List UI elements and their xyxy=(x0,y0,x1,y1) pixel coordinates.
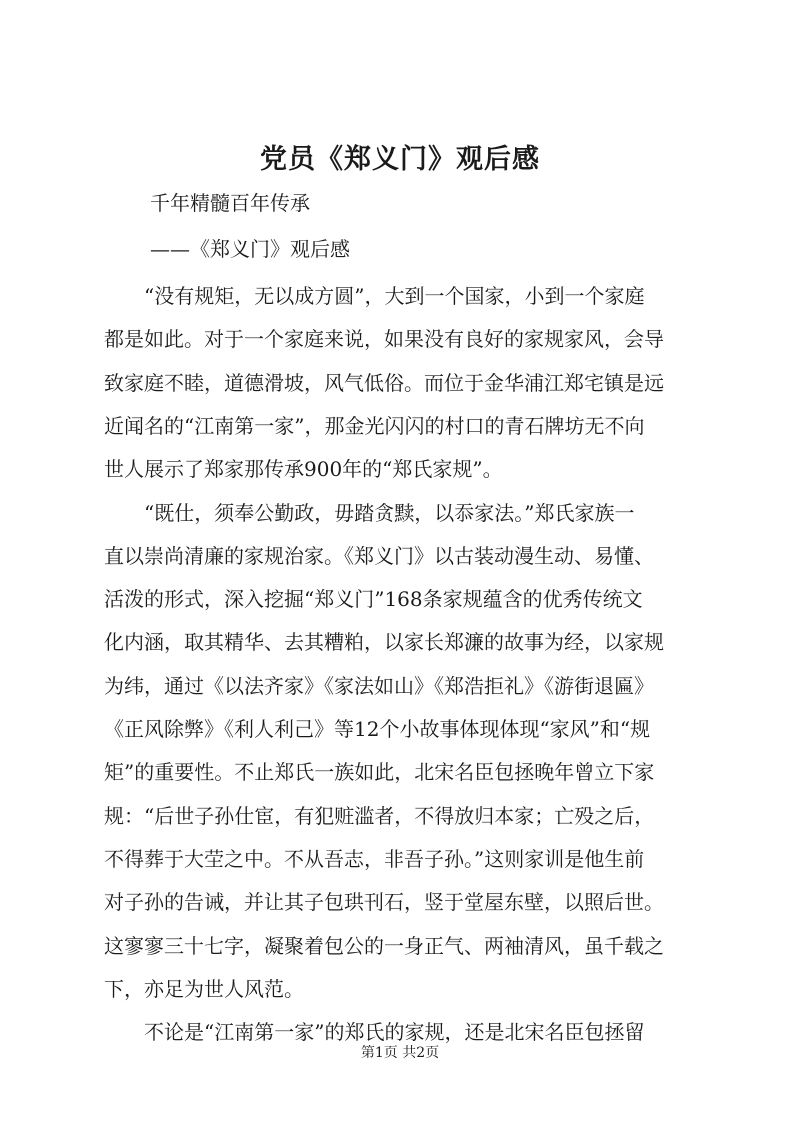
body-line: 《正风除弊》《利人利己》等12个小故事体现体现“家风”和“规 xyxy=(104,717,651,741)
body-line: 致家庭不睦，道德滑坡，风气低俗。而位于金华浦江郑宅镇是远 xyxy=(104,370,664,395)
body-line: 对子孙的告诫，并让其子包珙刊石，竖于堂屋东壁，以照后世。 xyxy=(104,890,664,915)
page-footer: 第1页 共2页 xyxy=(360,1045,440,1061)
document-subtitle: 千年精髓百年传承 xyxy=(150,191,310,215)
body-line: 规：“后世子孙仕宦，有犯赃滥者，不得放归本家；亡殁之后， xyxy=(104,803,655,828)
body-line: 活泼的形式，深入挖掘“郑义门”168条家规蕴含的优秀传统文 xyxy=(104,587,643,612)
body-line: 下，亦足为世人风范。 xyxy=(104,976,304,1001)
body-line: 不得葬于大茔之中。不从吾志，非吾子孙。”这则家训是他生前 xyxy=(104,846,645,871)
body-line: 为纬，通过《以法齐家》《家法如山》《郑浩拒礼》《游街退匾》 xyxy=(104,673,654,698)
body-line: 近闻名的“江南第一家”，那金光闪闪的村口的青石牌坊无不向 xyxy=(104,413,645,438)
body-line: 化内涵，取其精华、去其糟粕，以家长郑濂的故事为经，以家规 xyxy=(104,630,664,655)
body-line: 这寥寥三十七字，凝聚着包公的一身正气、两袖清风，虽千载之 xyxy=(104,933,664,958)
body-line: 不论是“江南第一家”的郑氏的家规，还是北宋名臣包拯留 xyxy=(144,1020,645,1045)
body-line: “既仕，须奉公勤政，毋踏贪黩，以忝家法。”郑氏家族一 xyxy=(144,500,635,525)
document-title: 党员《郑义门》观后感 xyxy=(260,144,540,175)
body-line: 直以崇尚清廉的家规治家。《郑义门》以古装动漫生动、易懂、 xyxy=(104,543,654,568)
body-line: 世人展示了郑家那传承900年的“郑氏家规”。 xyxy=(104,457,503,482)
document-subtitle-2: ——《郑义门》观后感 xyxy=(150,237,350,261)
body-line: 矩”的重要性。不止郑氏一族如此，北宋名臣包拯晚年曾立下家 xyxy=(104,760,655,785)
body-line: “没有规矩，无以成方圆”，大到一个国家，小到一个家庭 xyxy=(144,284,645,308)
body-line: 都是如此。对于一个家庭来说，如果没有良好的家规家风，会导 xyxy=(104,327,664,352)
